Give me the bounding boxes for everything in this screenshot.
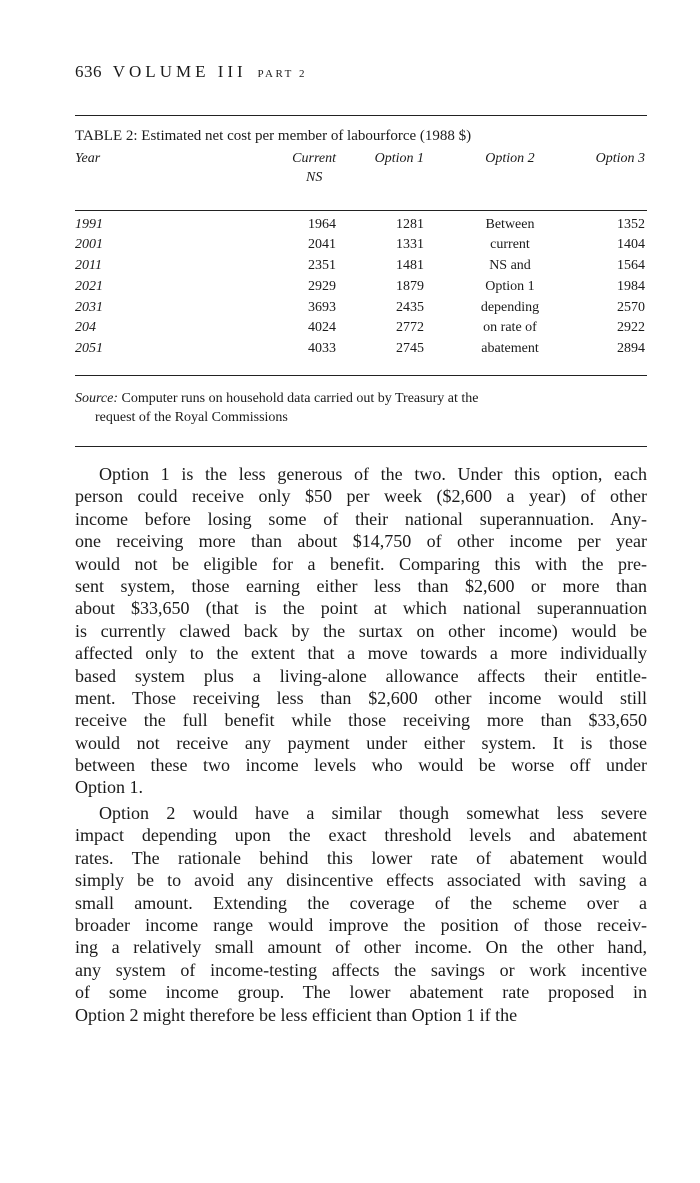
source-label: Source: [75,391,119,406]
paragraph-line: Option 1. [75,777,144,798]
table-cell-year: 204 [75,320,96,335]
table-cell-option-1: 2745 [396,341,424,356]
table-cell-current: 2041 [308,237,336,252]
part-label: PART 2 [257,68,307,80]
paragraph-line: small amount. Extending the coverage of the scheme over a [75,892,647,913]
running-head [75,62,307,82]
table-cell-current: 4033 [308,341,336,356]
table-cell-option-2: NS and [489,258,531,273]
table-cell-current: 1964 [308,217,336,232]
paragraph-line: rates. The rationale behind this lower rate of abatement would [75,847,647,868]
table-cell-current: 4024 [308,320,336,335]
table-cell-year: 2021 [75,279,103,294]
paragraph-line: Option 1 is the less generous of the two. Under this option, each [99,464,647,484]
table-bottom-rule [75,375,647,376]
source-bottom-rule [75,446,647,447]
paragraph-line: broader income range would improve the position of those receiv- [75,914,647,935]
body-paragraph-2 [75,802,647,1026]
table-source-note [75,389,647,427]
table-cell-option-1: 1331 [396,237,424,252]
table-header-rule [75,210,647,211]
paragraph-line: person could receive only $50 per week ($2,600 a year) of other [75,486,647,507]
table-cell-option-2: Option 1 [485,279,535,294]
paragraph-line: Option 2 might therefore be less efficient than Option 1 if the [75,1004,518,1025]
paragraph-line: any system of income-testing affects the savings or work incentive [75,959,647,980]
table-cell-option-3: 2894 [617,341,645,356]
table-cell-option-2: depending [480,300,540,315]
table-cell-option-2: current [490,237,530,252]
table-cell-option-3: 2922 [617,320,645,335]
source-text-line-1: Computer runs on household data carried out by Treasury at the [121,391,479,406]
paragraph-line: sent system, those earning either less than $2,600 or more than [75,575,647,596]
column-header-current: Current [292,151,336,166]
paragraph-line: is currently clawed back by the surtax on other income) would be [75,620,647,641]
table-cell-option-1: 1481 [396,258,424,273]
paragraph-line: would not receive any payment under either system. It is those [75,732,647,753]
table-cell-option-2: abatement [481,341,539,356]
paragraph-line: about $33,650 (that is the point at which national superannuation [75,598,647,619]
table-cell-current: 3693 [308,300,336,315]
table-cell-year: 2001 [75,237,103,252]
table-cell-year: 2031 [75,300,103,315]
table-top-rule [75,115,647,116]
table-cell-option-1: 2435 [396,300,424,315]
paragraph-line: affected only to the extent that a move towards a more individually [75,643,647,664]
paragraph-line: receive the full benefit while those receiving more than $33,650 [75,710,647,731]
volume-label: VOLUME III [112,62,247,81]
table-cell-option-3: 1352 [617,217,645,232]
table-cell-option-2: Between [485,217,535,232]
paragraph-line: income before losing some of their national superannuation. Any- [75,508,647,529]
column-header-year: Year [75,151,101,166]
table-cell-current: 2929 [308,279,336,294]
table-cell-option-3: 1564 [617,258,645,273]
table-cell-option-3: 1404 [617,237,645,252]
paragraph-line: would not be eligible for a benefit. Comparing this with the pre- [75,553,647,574]
paragraph-line: between these two income levels who would be worse off under [75,755,647,776]
paragraph-line: impact depending upon the exact threshold levels and abatement [75,825,647,846]
paragraph-line: ment. Those receiving less than $2,600 other income would still [75,687,647,708]
page-number: 636 [75,62,102,81]
paragraph-line: ing a relatively small amount of other income. On the other hand, [75,937,647,958]
column-header-option-1: Option 1 [374,151,424,166]
table-cell-option-1: 1879 [396,279,424,294]
table-cell-option-3: 1984 [617,279,645,294]
table-cell-option-1: 1281 [396,217,424,232]
table-cell-year: 2011 [75,258,102,273]
column-header-option-3: Option 3 [595,151,645,166]
paragraph-line: based system plus a living-alone allowance affects their entitle- [75,665,647,686]
paragraph-line: one receiving more than about $14,750 of other income per year [75,531,647,552]
table-cell-option-3: 2570 [617,300,645,315]
table-cell-year: 1991 [75,217,103,232]
column-header-current-ns: NS [306,170,323,185]
body-paragraph-1 [75,463,647,799]
source-text-line-2: request of the Royal Commissions [95,410,288,425]
table-cell-option-1: 2772 [396,320,424,335]
column-header-option-2: Option 2 [485,151,535,166]
table-cell-year: 2051 [75,341,103,356]
table-caption: TABLE 2: Estimated net cost per member of labourforce (1988 $) [75,128,472,144]
paragraph-line: of some income group. The lower abatement rate proposed in [75,982,647,1003]
paragraph-line: Option 2 would have a similar though somewhat less severe [99,803,647,823]
paragraph-line: simply be to avoid any disincentive effects associated with saving a [75,870,647,891]
table-cell-option-2: on rate of [483,320,537,335]
table-cell-current: 2351 [308,258,336,273]
